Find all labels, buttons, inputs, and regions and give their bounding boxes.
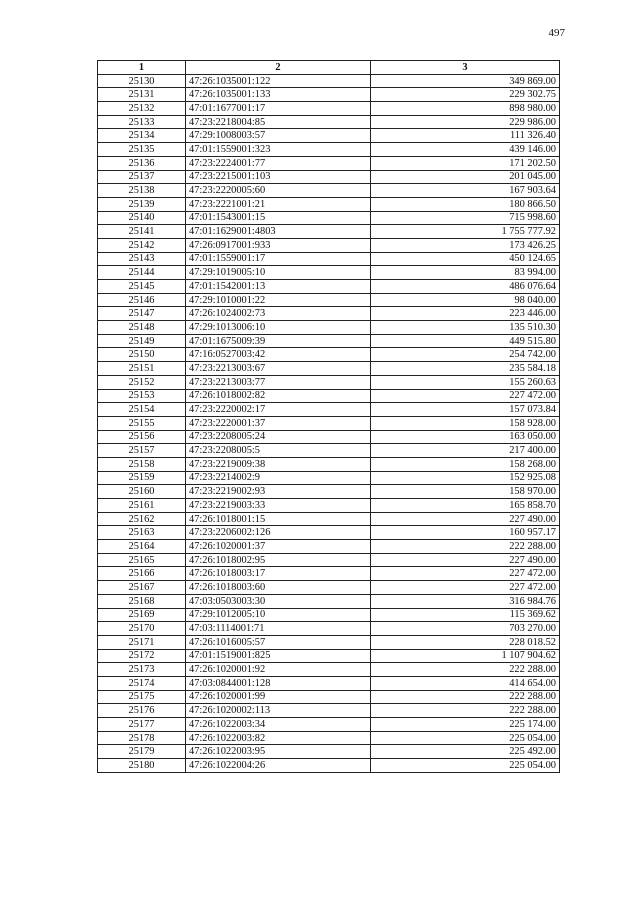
row-number: 25140	[98, 211, 186, 225]
row-number: 25147	[98, 307, 186, 321]
cadastral-number: 47:26:1024002:73	[186, 307, 371, 321]
cadastral-number: 47:01:1543001:15	[186, 211, 371, 225]
table-row	[98, 238, 560, 252]
table-row	[98, 430, 560, 444]
table-row	[98, 225, 560, 239]
row-number: 25160	[98, 485, 186, 499]
row-number: 25158	[98, 457, 186, 471]
cadastral-value: 223 446.00	[371, 307, 560, 321]
table-row	[98, 622, 560, 636]
table-row	[98, 526, 560, 540]
cadastral-value: 414 654.00	[371, 676, 560, 690]
table-row	[98, 567, 560, 581]
cadastral-number: 47:26:1018001:15	[186, 512, 371, 526]
cadastral-value: 173 426.25	[371, 238, 560, 252]
cadastral-value: 157 073.84	[371, 403, 560, 417]
cadastral-value: 715 998.60	[371, 211, 560, 225]
cadastral-value: 222 288.00	[371, 663, 560, 677]
row-number: 25161	[98, 499, 186, 513]
row-number: 25131	[98, 88, 186, 102]
row-number: 25132	[98, 102, 186, 116]
table-row	[98, 718, 560, 732]
row-number: 25148	[98, 321, 186, 335]
cadastral-number: 47:26:1016005:57	[186, 635, 371, 649]
cadastral-number: 47:01:1542001:13	[186, 280, 371, 294]
table-row	[98, 581, 560, 595]
table-row	[98, 102, 560, 116]
cadastral-number: 47:26:1022004:26	[186, 759, 371, 773]
cadastral-number: 47:26:1022003:82	[186, 731, 371, 745]
cadastral-number: 47:23:2219002:93	[186, 485, 371, 499]
cadastral-number: 47:01:1677001:17	[186, 102, 371, 116]
row-number: 25167	[98, 581, 186, 595]
cadastral-number: 47:23:2219009:38	[186, 457, 371, 471]
cadastral-number: 47:26:1020001:37	[186, 540, 371, 554]
cadastral-number: 47:29:1008003:57	[186, 129, 371, 143]
row-number: 25144	[98, 266, 186, 280]
row-number: 25137	[98, 170, 186, 184]
cadastral-number: 47:29:1013006:10	[186, 321, 371, 335]
row-number: 25152	[98, 375, 186, 389]
cadastral-number: 47:01:1559001:323	[186, 143, 371, 157]
cadastral-number: 47:26:0917001:933	[186, 238, 371, 252]
row-number: 25173	[98, 663, 186, 677]
cadastral-number: 47:01:1559001:17	[186, 252, 371, 266]
row-number: 25146	[98, 293, 186, 307]
cadastral-value: 222 288.00	[371, 704, 560, 718]
table-row	[98, 649, 560, 663]
table-row	[98, 403, 560, 417]
cadastral-value: 316 984.76	[371, 594, 560, 608]
cadastral-number: 47:23:2214002:9	[186, 471, 371, 485]
cadastral-value: 349 869.00	[371, 74, 560, 88]
cadastral-value: 111 326.40	[371, 129, 560, 143]
cadastral-number: 47:03:0844001:128	[186, 676, 371, 690]
table-row	[98, 759, 560, 773]
cadastral-value: 165 858.70	[371, 499, 560, 513]
table-row	[98, 416, 560, 430]
column-header-1: 1	[98, 61, 186, 75]
row-number: 25151	[98, 362, 186, 376]
cadastral-number: 47:29:1010001:22	[186, 293, 371, 307]
row-number: 25154	[98, 403, 186, 417]
row-number: 25172	[98, 649, 186, 663]
row-number: 25164	[98, 540, 186, 554]
cadastral-value: 225 174.00	[371, 718, 560, 732]
cadastral-value: 254 742.00	[371, 348, 560, 362]
table-row	[98, 635, 560, 649]
table-row	[98, 266, 560, 280]
cadastral-value: 171 202.50	[371, 156, 560, 170]
table-row	[98, 540, 560, 554]
cadastral-value: 158 268.00	[371, 457, 560, 471]
row-number: 25180	[98, 759, 186, 773]
cadastral-number: 47:26:1022003:34	[186, 718, 371, 732]
cadastral-value: 450 124.65	[371, 252, 560, 266]
row-number: 25135	[98, 143, 186, 157]
table-row	[98, 375, 560, 389]
cadastral-number: 47:26:1018002:82	[186, 389, 371, 403]
cadastral-value: 227 472.00	[371, 389, 560, 403]
row-number: 25141	[98, 225, 186, 239]
row-number: 25157	[98, 444, 186, 458]
table-row	[98, 184, 560, 198]
row-number: 25162	[98, 512, 186, 526]
table-row	[98, 485, 560, 499]
row-number: 25165	[98, 553, 186, 567]
table-row	[98, 512, 560, 526]
row-number: 25138	[98, 184, 186, 198]
row-number: 25176	[98, 704, 186, 718]
row-number: 25175	[98, 690, 186, 704]
cadastral-number: 47:23:2224001:77	[186, 156, 371, 170]
row-number: 25166	[98, 567, 186, 581]
cadastral-value: 703 270.00	[371, 622, 560, 636]
cadastral-number: 47:23:2220005:60	[186, 184, 371, 198]
column-header-3: 3	[371, 61, 560, 75]
cadastral-number: 47:26:1018003:60	[186, 581, 371, 595]
cadastral-number: 47:26:1020001:92	[186, 663, 371, 677]
cadastral-value-table	[97, 60, 560, 773]
cadastral-number: 47:26:1020001:99	[186, 690, 371, 704]
cadastral-value: 158 928.00	[371, 416, 560, 430]
cadastral-value: 228 018.52	[371, 635, 560, 649]
row-number: 25136	[98, 156, 186, 170]
table-row	[98, 389, 560, 403]
table-row	[98, 280, 560, 294]
table-row	[98, 553, 560, 567]
cadastral-number: 47:26:1022003:95	[186, 745, 371, 759]
table-row	[98, 471, 560, 485]
table-row	[98, 321, 560, 335]
cadastral-value: 227 490.00	[371, 553, 560, 567]
table-row	[98, 362, 560, 376]
table-row	[98, 88, 560, 102]
cadastral-value: 98 040.00	[371, 293, 560, 307]
cadastral-value: 439 146.00	[371, 143, 560, 157]
row-number: 25174	[98, 676, 186, 690]
cadastral-value: 1 107 904.62	[371, 649, 560, 663]
cadastral-number: 47:23:2220002:17	[186, 403, 371, 417]
row-number: 25145	[98, 280, 186, 294]
cadastral-value: 135 510.30	[371, 321, 560, 335]
row-number: 25156	[98, 430, 186, 444]
cadastral-value: 229 986.00	[371, 115, 560, 129]
cadastral-number: 47:23:2218004:85	[186, 115, 371, 129]
cadastral-value: 163 050.00	[371, 430, 560, 444]
page-number: 497	[548, 27, 565, 39]
table-row	[98, 690, 560, 704]
table-row	[98, 608, 560, 622]
table-row	[98, 156, 560, 170]
table-row	[98, 663, 560, 677]
cadastral-number: 47:03:1114001:71	[186, 622, 371, 636]
table-row	[98, 293, 560, 307]
cadastral-value: 1 755 777.92	[371, 225, 560, 239]
row-number: 25159	[98, 471, 186, 485]
table-header	[98, 61, 560, 75]
cadastral-value: 158 970.00	[371, 485, 560, 499]
cadastral-value: 486 076.64	[371, 280, 560, 294]
table-row	[98, 170, 560, 184]
row-number: 25150	[98, 348, 186, 362]
cadastral-value: 449 515.80	[371, 334, 560, 348]
table-row	[98, 499, 560, 513]
row-number: 25143	[98, 252, 186, 266]
row-number: 25171	[98, 635, 186, 649]
row-number: 25142	[98, 238, 186, 252]
row-number: 25168	[98, 594, 186, 608]
cadastral-value: 115 369.62	[371, 608, 560, 622]
row-number: 25178	[98, 731, 186, 745]
row-number: 25163	[98, 526, 186, 540]
cadastral-number: 47:29:1019005:10	[186, 266, 371, 280]
cadastral-value: 225 054.00	[371, 759, 560, 773]
table-body	[98, 74, 560, 772]
row-number: 25139	[98, 197, 186, 211]
row-number: 25134	[98, 129, 186, 143]
table-row	[98, 115, 560, 129]
cadastral-number: 47:01:1519001:825	[186, 649, 371, 663]
row-number: 25170	[98, 622, 186, 636]
cadastral-value: 227 490.00	[371, 512, 560, 526]
row-number: 25133	[98, 115, 186, 129]
table-row	[98, 745, 560, 759]
table-row	[98, 211, 560, 225]
row-number: 25155	[98, 416, 186, 430]
table-row	[98, 334, 560, 348]
header-row	[98, 61, 560, 75]
cadastral-value: 83 994.00	[371, 266, 560, 280]
table-row	[98, 74, 560, 88]
table-row	[98, 676, 560, 690]
table-row	[98, 197, 560, 211]
cadastral-number: 47:23:2208005:5	[186, 444, 371, 458]
cadastral-value: 201 045.00	[371, 170, 560, 184]
cadastral-value: 229 302.75	[371, 88, 560, 102]
row-number: 25177	[98, 718, 186, 732]
table-row	[98, 252, 560, 266]
row-number: 25169	[98, 608, 186, 622]
cadastral-value: 160 957.17	[371, 526, 560, 540]
cadastral-number: 47:29:1012005:10	[186, 608, 371, 622]
table-row	[98, 348, 560, 362]
cadastral-value: 217 400.00	[371, 444, 560, 458]
cadastral-number: 47:26:1035001:133	[186, 88, 371, 102]
cadastral-number: 47:23:2208005:24	[186, 430, 371, 444]
cadastral-value: 227 472.00	[371, 567, 560, 581]
cadastral-number: 47:26:1018003:17	[186, 567, 371, 581]
cadastral-value: 222 288.00	[371, 690, 560, 704]
cadastral-value: 167 903.64	[371, 184, 560, 198]
table-row	[98, 143, 560, 157]
table-row	[98, 731, 560, 745]
cadastral-value: 222 288.00	[371, 540, 560, 554]
row-number: 25153	[98, 389, 186, 403]
cadastral-number: 47:01:1629001:4803	[186, 225, 371, 239]
cadastral-value: 227 472.00	[371, 581, 560, 595]
cadastral-number: 47:26:1020002:113	[186, 704, 371, 718]
table-row	[98, 129, 560, 143]
cadastral-value: 235 584.18	[371, 362, 560, 376]
cadastral-number: 47:23:2213003:77	[186, 375, 371, 389]
cadastral-number: 47:01:1675009:39	[186, 334, 371, 348]
row-number: 25179	[98, 745, 186, 759]
table-row	[98, 457, 560, 471]
cadastral-value: 152 925.08	[371, 471, 560, 485]
table-row	[98, 444, 560, 458]
cadastral-number: 47:23:2206002:126	[186, 526, 371, 540]
cadastral-number: 47:23:2219003:33	[186, 499, 371, 513]
cadastral-value: 898 980.00	[371, 102, 560, 116]
cadastral-number: 47:26:1018002:95	[186, 553, 371, 567]
cadastral-number: 47:26:1035001:122	[186, 74, 371, 88]
cadastral-value: 155 260.63	[371, 375, 560, 389]
cadastral-number: 47:16:0527003:42	[186, 348, 371, 362]
table-row	[98, 594, 560, 608]
row-number: 25149	[98, 334, 186, 348]
cadastral-number: 47:23:2220001:37	[186, 416, 371, 430]
cadastral-value: 225 492.00	[371, 745, 560, 759]
cadastral-number: 47:03:0503003:30	[186, 594, 371, 608]
cadastral-value: 225 054.00	[371, 731, 560, 745]
cadastral-number: 47:23:2213003:67	[186, 362, 371, 376]
table-row	[98, 704, 560, 718]
cadastral-value: 180 866.50	[371, 197, 560, 211]
table-row	[98, 307, 560, 321]
cadastral-number: 47:23:2221001:21	[186, 197, 371, 211]
cadastral-number: 47:23:2215001:103	[186, 170, 371, 184]
column-header-2: 2	[186, 61, 371, 75]
row-number: 25130	[98, 74, 186, 88]
